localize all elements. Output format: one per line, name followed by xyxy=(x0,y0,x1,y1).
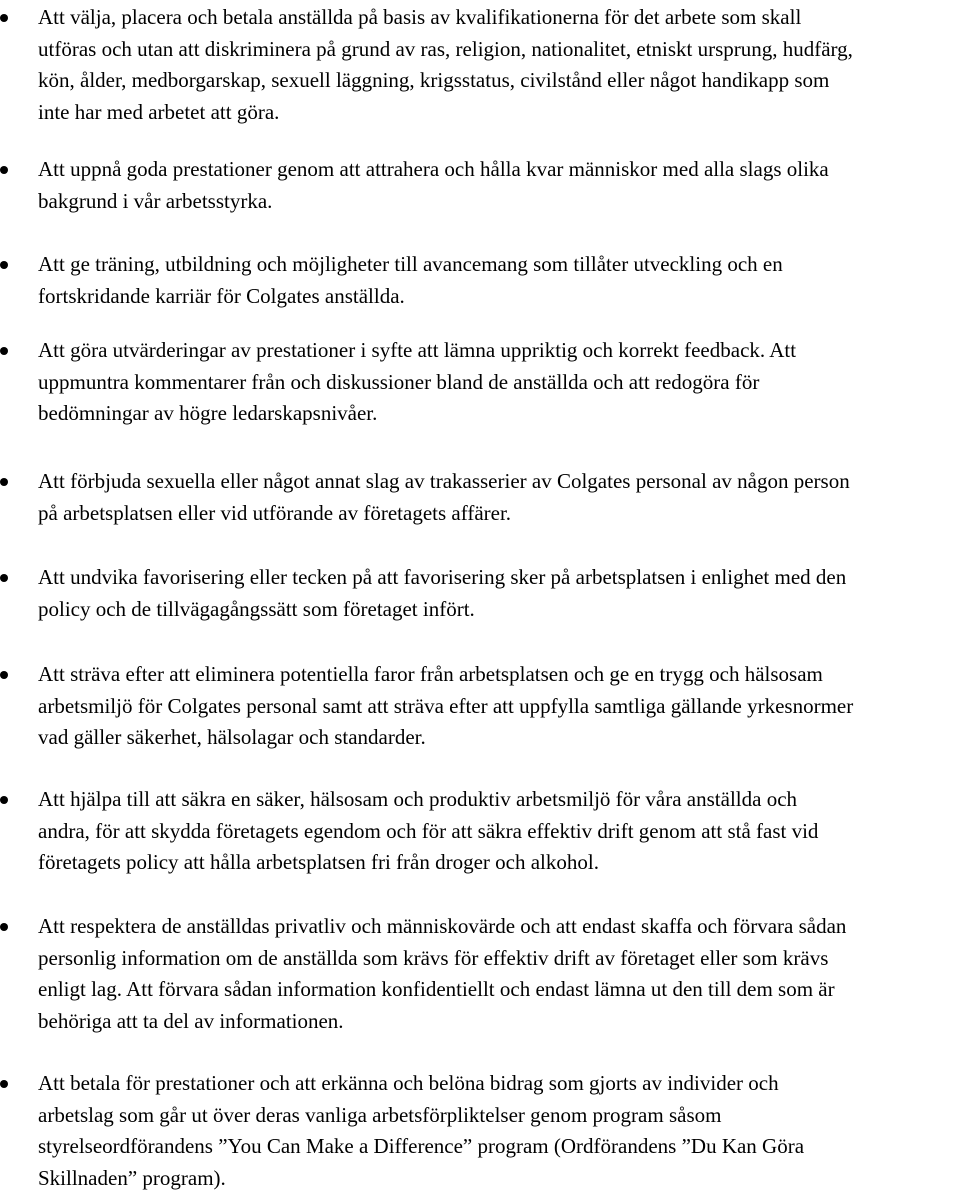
list-item-text xyxy=(38,784,960,879)
text-line: inte har med arbetet att göra. xyxy=(38,99,280,124)
text-line: arbetsmiljö för Colgates personal samt att sträva efter att uppfylla samtliga gällande yrkesnormer xyxy=(38,693,854,718)
bullet-icon xyxy=(0,796,8,804)
list-item-text xyxy=(38,2,960,128)
text-line: enligt lag. Att förvara sådan information konfidentiellt och endast lämna ut den till dem som är xyxy=(38,977,835,1001)
list-item-text xyxy=(38,659,960,754)
bullet-icon xyxy=(0,261,8,269)
list-item-text xyxy=(38,466,960,529)
text-line: Att förbjuda sexuella eller något annat slag av trakasserier av Colgates personal av någon person xyxy=(38,469,850,493)
text-line: kön, ålder, medborgarskap, sexuell läggning, krigsstatus, civilstånd eller något handikapp som xyxy=(38,68,830,92)
text-line: Att ge träning, utbildning och möjligheter till avancemang som tillåter utveckling och en xyxy=(38,252,783,276)
text-line: fortskridande karriär för Colgates anställda. xyxy=(38,283,405,308)
text-line: arbetslag som går ut över deras vanliga arbetsförpliktelser genom program såsom xyxy=(38,1102,722,1127)
list-item-text xyxy=(38,911,960,1037)
list-item-text xyxy=(38,1068,960,1194)
bullet-icon xyxy=(0,478,8,486)
text-line: Att göra utvärderingar av prestationer i syfte att lämna uppriktig och korrekt feedback. Att xyxy=(38,338,797,362)
list-item-text xyxy=(38,562,960,625)
text-line: styrelseordförandens ”You Can Make a Difference” program (Ordförandens ”Du Kan Göra xyxy=(38,1134,805,1158)
list-item-text xyxy=(38,154,960,217)
bullet-icon xyxy=(0,671,8,679)
text-line: andra, för att skydda företagets egendom och för att säkra effektiv drift genom att stå fast vid xyxy=(38,818,819,843)
text-line: Att sträva efter att eliminera potentiella faror från arbetsplatsen och ge en trygg och hälsosam xyxy=(38,662,823,686)
text-line: policy och de tillvägagångssätt som företaget infört. xyxy=(38,596,475,621)
text-line: Att undvika favorisering eller tecken på att favorisering sker på arbetsplatsen i enlighet med den xyxy=(38,565,847,589)
text-line: bakgrund i vår arbetsstyrka. xyxy=(38,188,273,213)
text-line: vad gäller säkerhet, hälsolagar och standarder. xyxy=(38,725,426,749)
text-line: Att respektera de anställdas privatliv och människovärde och att endast skaffa och förvara sådan xyxy=(38,914,847,938)
bullet-icon xyxy=(0,923,8,931)
text-line: utföras och utan att diskriminera på grund av ras, religion, nationalitet, etniskt ursprung, hudfärg, xyxy=(38,36,853,61)
text-line: bedömningar av högre ledarskapsnivåer. xyxy=(38,401,378,425)
text-line: Att betala för prestationer och att erkänna och belöna bidrag som gjorts av individer och xyxy=(38,1071,779,1095)
bullet-icon xyxy=(0,1080,8,1088)
text-line: Att uppnå goda prestationer genom att attrahera och hålla kvar människor med alla slags olika xyxy=(38,157,829,181)
text-line: Att hjälpa till att säkra en säker, hälsosam och produktiv arbetsmiljö för våra anställda och xyxy=(38,787,798,811)
bullet-icon xyxy=(0,166,8,174)
list-item-text xyxy=(38,249,960,312)
bullet-icon xyxy=(0,347,8,355)
text-line: behöriga att ta del av informationen. xyxy=(38,1008,344,1033)
text-line: uppmuntra kommentarer från och diskussioner bland de anställda och att redogöra för xyxy=(38,369,760,394)
text-line: Skillnaden” program). xyxy=(38,1165,226,1190)
text-line: företagets policy att hålla arbetsplatsen fri från droger och alkohol. xyxy=(38,850,599,874)
text-line: personlig information om de anställda som krävs för effektiv drift av företaget eller som krävs xyxy=(38,945,829,970)
bullet-icon xyxy=(0,14,8,22)
text-line: Att välja, placera och betala anställda på basis av kvalifikationerna för det arbete som skall xyxy=(38,5,802,29)
bullet-icon xyxy=(0,574,8,582)
list-item-text xyxy=(38,335,960,430)
text-line: på arbetsplatsen eller vid utförande av företagets affärer. xyxy=(38,500,512,525)
